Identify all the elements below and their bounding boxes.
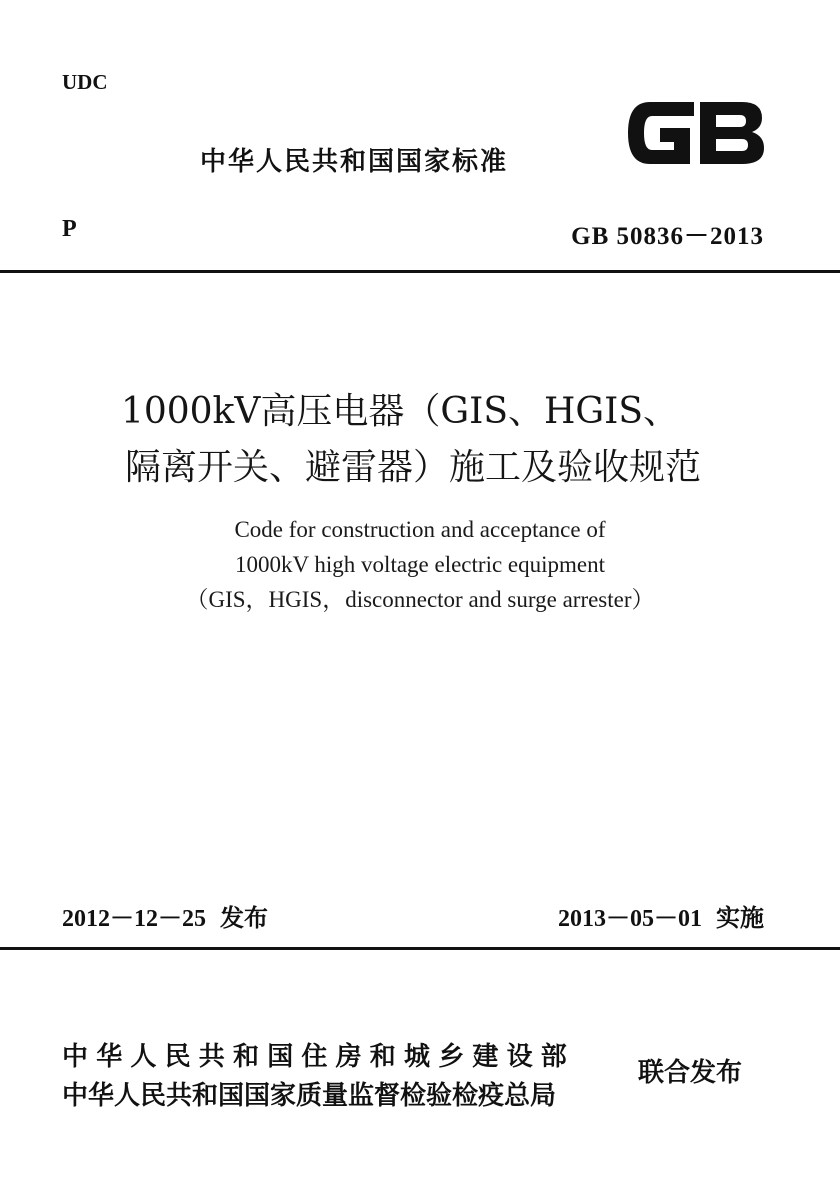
standard-number: GB 50836－2013 <box>571 223 764 250</box>
chinese-title-line-2: 隔离开关、避雷器）施工及验收规范 <box>124 447 701 488</box>
gb-logo-icon <box>624 96 766 170</box>
implementation-label: 实施 <box>716 904 764 932</box>
classification-code: P <box>62 216 77 242</box>
implementation-date <box>558 898 764 933</box>
bottom-divider <box>0 947 840 950</box>
udc-label: UDC <box>62 70 108 94</box>
top-divider <box>0 270 840 273</box>
joint-issue-label: 联合发布 <box>638 1058 743 1088</box>
issuer-administration: 中华人民共和国国家质量监督检验检疫总局 <box>62 1081 557 1111</box>
issue-label: 发布 <box>220 904 268 932</box>
issue-date <box>62 898 268 933</box>
chinese-title-line-1: 1000kV高压电器（GIS、HGIS、 <box>120 391 680 432</box>
english-title-line-3: （GIS，HGIS，disconnector and surge arrester） <box>185 587 655 612</box>
standard-title: 中华人民共和国国家标准 <box>200 147 509 177</box>
issue-date-value: 2012－12－25 <box>62 906 206 932</box>
issuer-ministry: 中华人民共和国住房和城乡建设部 <box>62 1042 576 1072</box>
english-title-line-1: Code for construction and acceptance of <box>234 517 606 542</box>
implementation-date-value: 2013－05－01 <box>558 906 702 932</box>
english-title-line-2: 1000kV high voltage electric equipment <box>234 552 606 577</box>
